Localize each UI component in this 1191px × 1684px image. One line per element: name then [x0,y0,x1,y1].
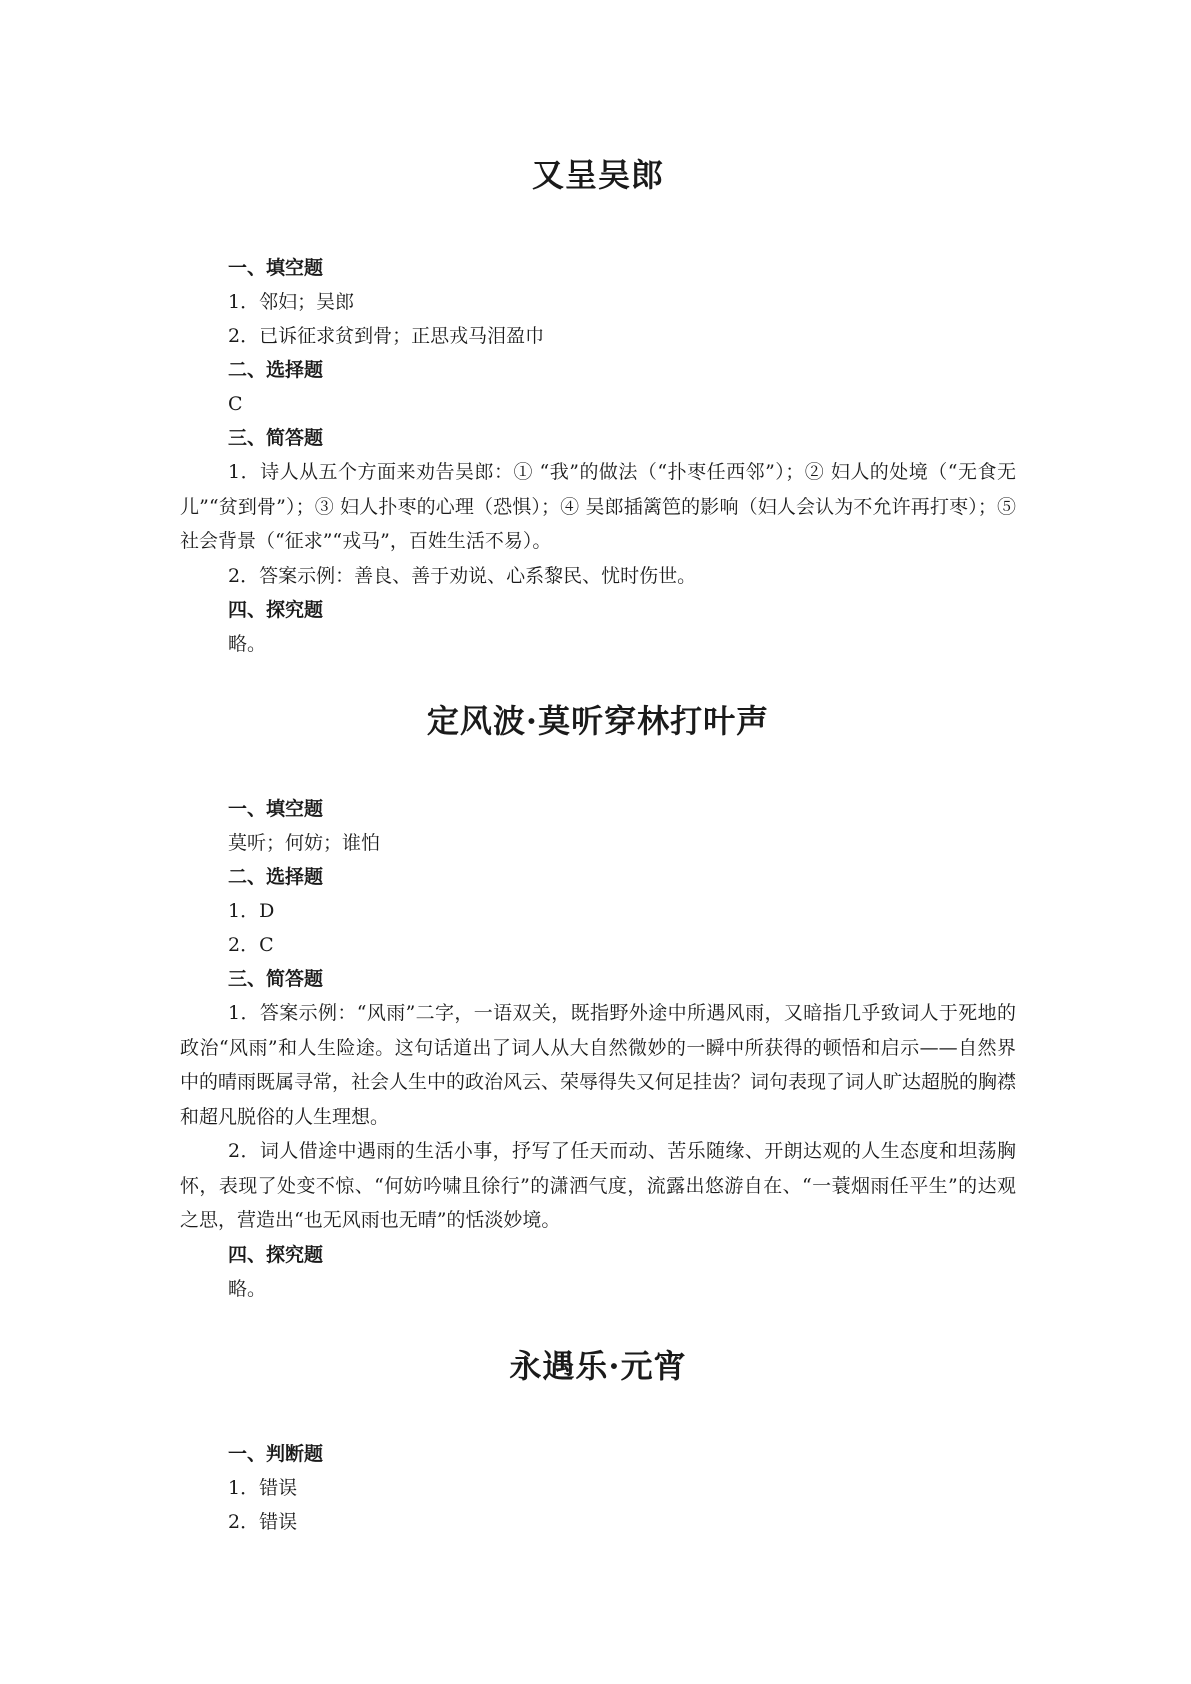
judge-heading: 一、判断题 [228,1442,324,1465]
section-title: 又呈吴郎 [531,156,664,194]
fill-answer: 莫听；何妨；谁怕 [228,832,381,854]
section-title: 定风波·莫听穿林打叶声 [426,702,770,740]
judge-answer-1: 1．错误 [228,1476,298,1499]
choice-answer: C [228,393,243,415]
short-answer-2: 2．答案示例：善良、善于劝说、心系黎民、忧时伤世。 [228,564,697,587]
short-answer-2: 2．词人借途中遇雨的生活小事，抒写了任天而动、苦乐随缘、开朗达观的人生态度和坦荡胸怀，表现了处变不惊、“何妨吟啸且徐行”的潇洒气度，流露出悠游自在、“一蓑烟雨任平生”的达观之思，营造出“也无风雨也无晴”的恬淡妙境。 [180,1140,1016,1231]
explore-answer: 略。 [228,1277,267,1300]
choice-answer-1: 1．D [228,900,275,922]
section-title: 永遇乐·元宵 [509,1346,687,1385]
short-answer-1: 1．答案示例：“风雨”二字，一语双关，既指野外途中所遇风雨，又暗指几乎致词人于死地的政治“风雨”和人生险途。这句话道出了词人从大自然微妙的一瞬中所获得的顿悟和启示——自然界中的晴雨既属寻常，社会人生中的政治风云、荣辱得失又何足挂齿？词句表现了词人旷达超脱的胸襟和超凡脱俗的人生理想。 [180,1002,1017,1128]
explore-heading: 四、探究题 [228,599,324,621]
choice-answer-2: 2．C [228,934,274,956]
short-answer-heading: 三、简答题 [228,968,324,990]
short-answer-heading: 三、简答题 [228,427,324,449]
fill-blank-heading: 一、填空题 [228,257,324,279]
choice-heading: 二、选择题 [228,359,324,381]
fill-answer-2: 2．已诉征求贫到骨；正思戎马泪盈巾 [228,325,545,347]
answer-page [180,0,1016,1539]
short-answer-1: 1．诗人从五个方面来劝告吴郎：① “我”的做法（“扑枣任西邻”）；② 妇人的处境（“无食无儿”“贫到骨”）；③ 妇人扑枣的心理（恐惧）；④ 吴郎插篱笆的影响（妇人会认为不允许再打枣）；⑤ 社会背景（“征求”“戎马”，百姓生活不易）。 [180,461,1016,552]
explore-heading: 四、探究题 [228,1243,324,1266]
explore-answer: 略。 [228,633,267,655]
judge-answer-2: 2．错误 [228,1510,298,1533]
choice-heading: 二、选择题 [228,866,324,888]
fill-answer-1: 1．邻妇；吴郎 [228,291,355,313]
fill-blank-heading: 一、填空题 [228,798,324,820]
